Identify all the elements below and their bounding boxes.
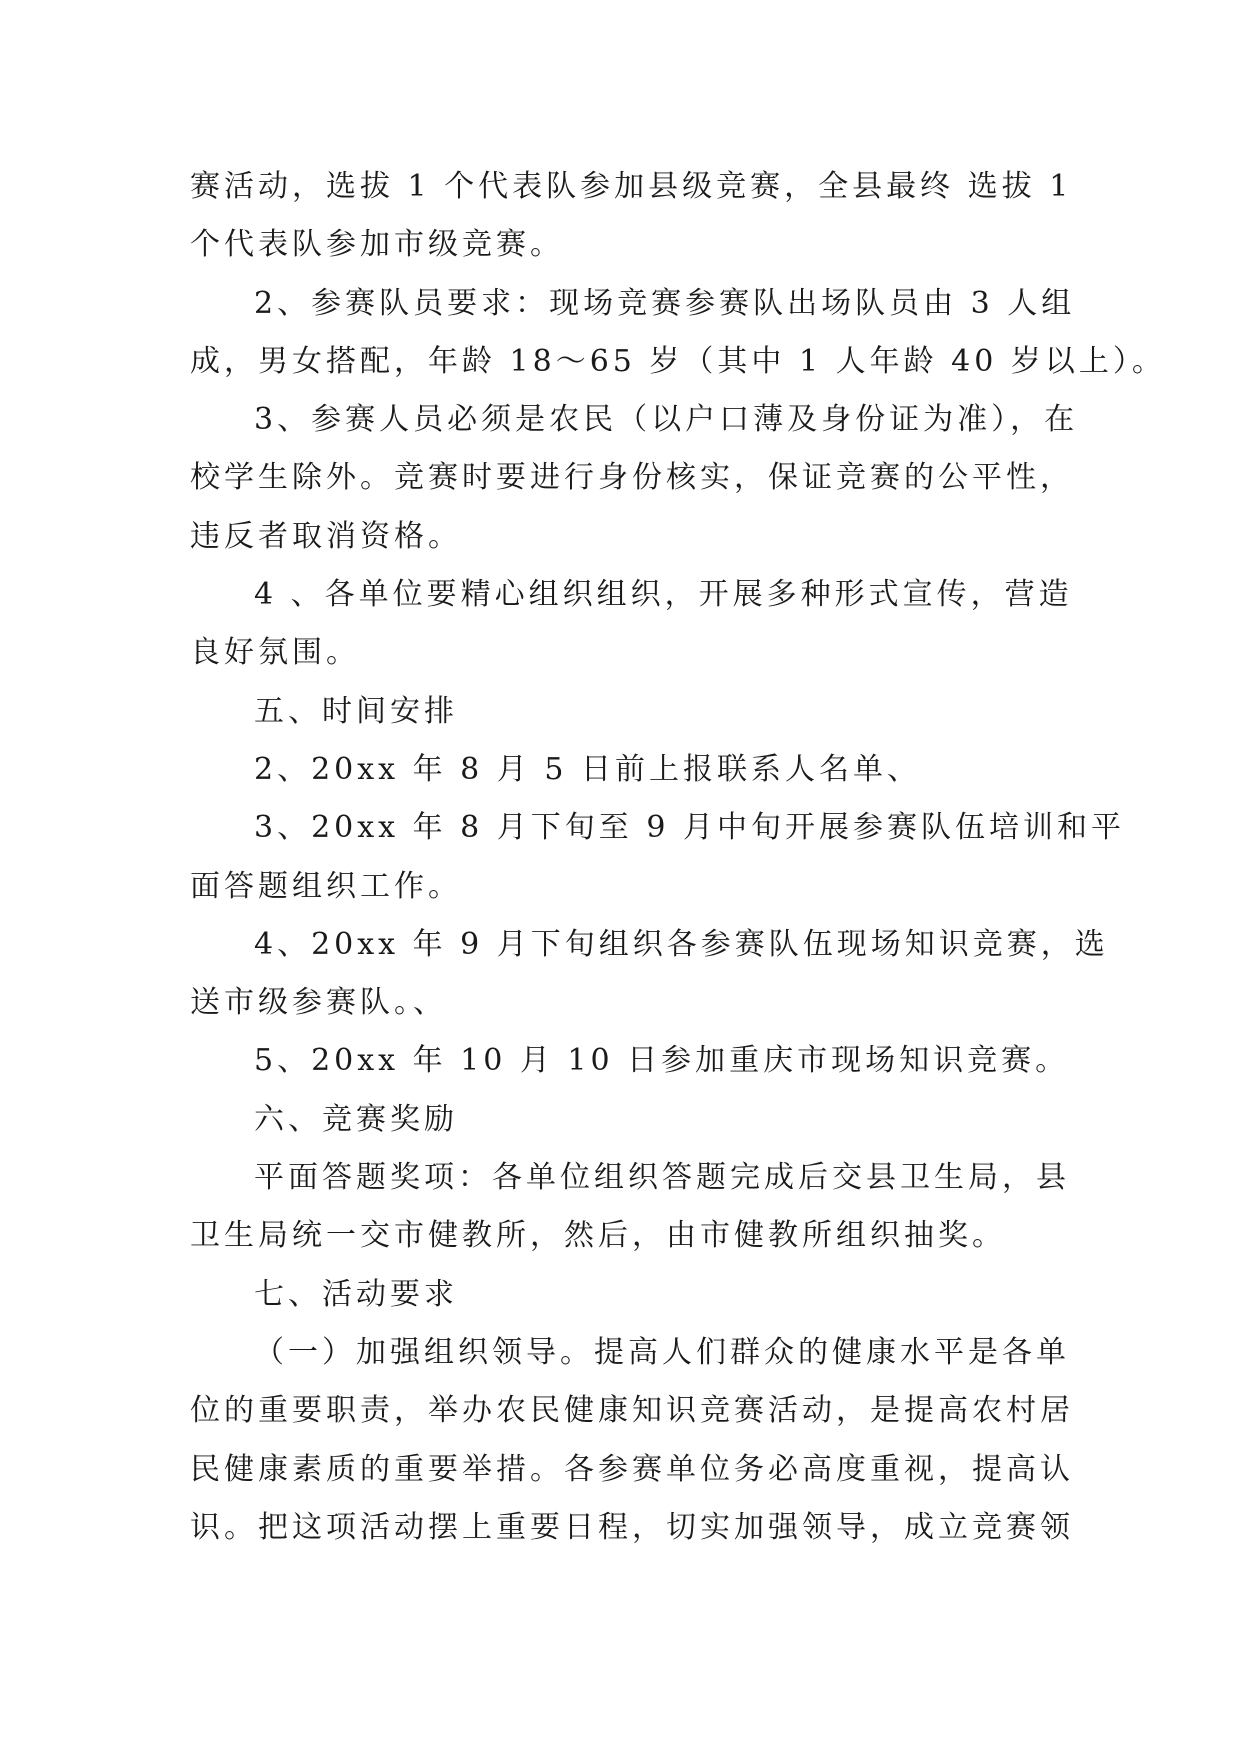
paragraph-line: 4 、各单位要精心组织组织，开展多种形式宣传，营造 — [254, 577, 1073, 613]
paragraph-line: 2、参赛队员要求：现场竞赛参赛队出场队员由 3 人组 — [254, 285, 1076, 321]
paragraph-line: 违反者取消资格。 — [190, 518, 462, 554]
paragraph-line: 3、参赛人员必须是农民（以户口薄及身份证为准），在 — [254, 402, 1079, 438]
paragraph-line: 3、20xx 年 8 月下旬至 9 月中旬开展参赛队伍培训和平 — [254, 810, 1125, 846]
paragraph-line: 识。把这项活动摆上重要日程，切实加强领导，成立竞赛领 — [190, 1509, 1074, 1545]
paragraph-line: 位的重要职责，举办农民健康知识竞赛活动，是提高农村居 — [190, 1393, 1074, 1429]
paragraph-line: 5、20xx 年 10 月 10 日参加重庆市现场知识竞赛。 — [254, 1043, 1070, 1079]
paragraph-line: 4、20xx 年 9 月下旬组织各参赛队伍现场知识竞赛，选 — [254, 926, 1109, 962]
paragraph-line: 2、20xx 年 8 月 5 日前上报联系人名单、 — [254, 751, 921, 787]
paragraph-line: 校学生除外。竞赛时要进行身份核实，保证竞赛的公平性， — [190, 460, 1074, 496]
paragraph-line: 个代表队参加市级竞赛。 — [190, 227, 564, 263]
paragraph-line: 良好氛围。 — [190, 635, 360, 671]
paragraph-line: 送市级参赛队。、 — [190, 985, 447, 1021]
document-body — [190, 158, 1166, 1557]
section-heading: 六、竞赛奖励 — [254, 1101, 458, 1137]
paragraph-line: 平面答题奖项：各单位组织答题完成后交县卫生局，县 — [254, 1160, 1070, 1196]
paragraph-line: 赛活动，选拔 1 个代表队参加县级竞赛，全县最终 选拔 1 — [190, 169, 1073, 204]
paragraph-line: 民健康素质的重要举措。各参赛单位务必高度重视，提高认 — [190, 1451, 1074, 1487]
section-heading: 七、活动要求 — [254, 1276, 458, 1312]
paragraph-line: 成，男女搭配，年龄 18～65 岁（其中 1 人年龄 40 岁以上）。 — [190, 343, 1166, 379]
paragraph-line: （一）加强组织领导。提高人们群众的健康水平是各单 — [254, 1334, 1070, 1370]
section-heading: 五、时间安排 — [254, 693, 458, 729]
paragraph-line: 卫生局统一交市健教所，然后，由市健教所组织抽奖。 — [190, 1218, 1006, 1254]
paragraph-line: 面答题组织工作。 — [190, 868, 462, 904]
